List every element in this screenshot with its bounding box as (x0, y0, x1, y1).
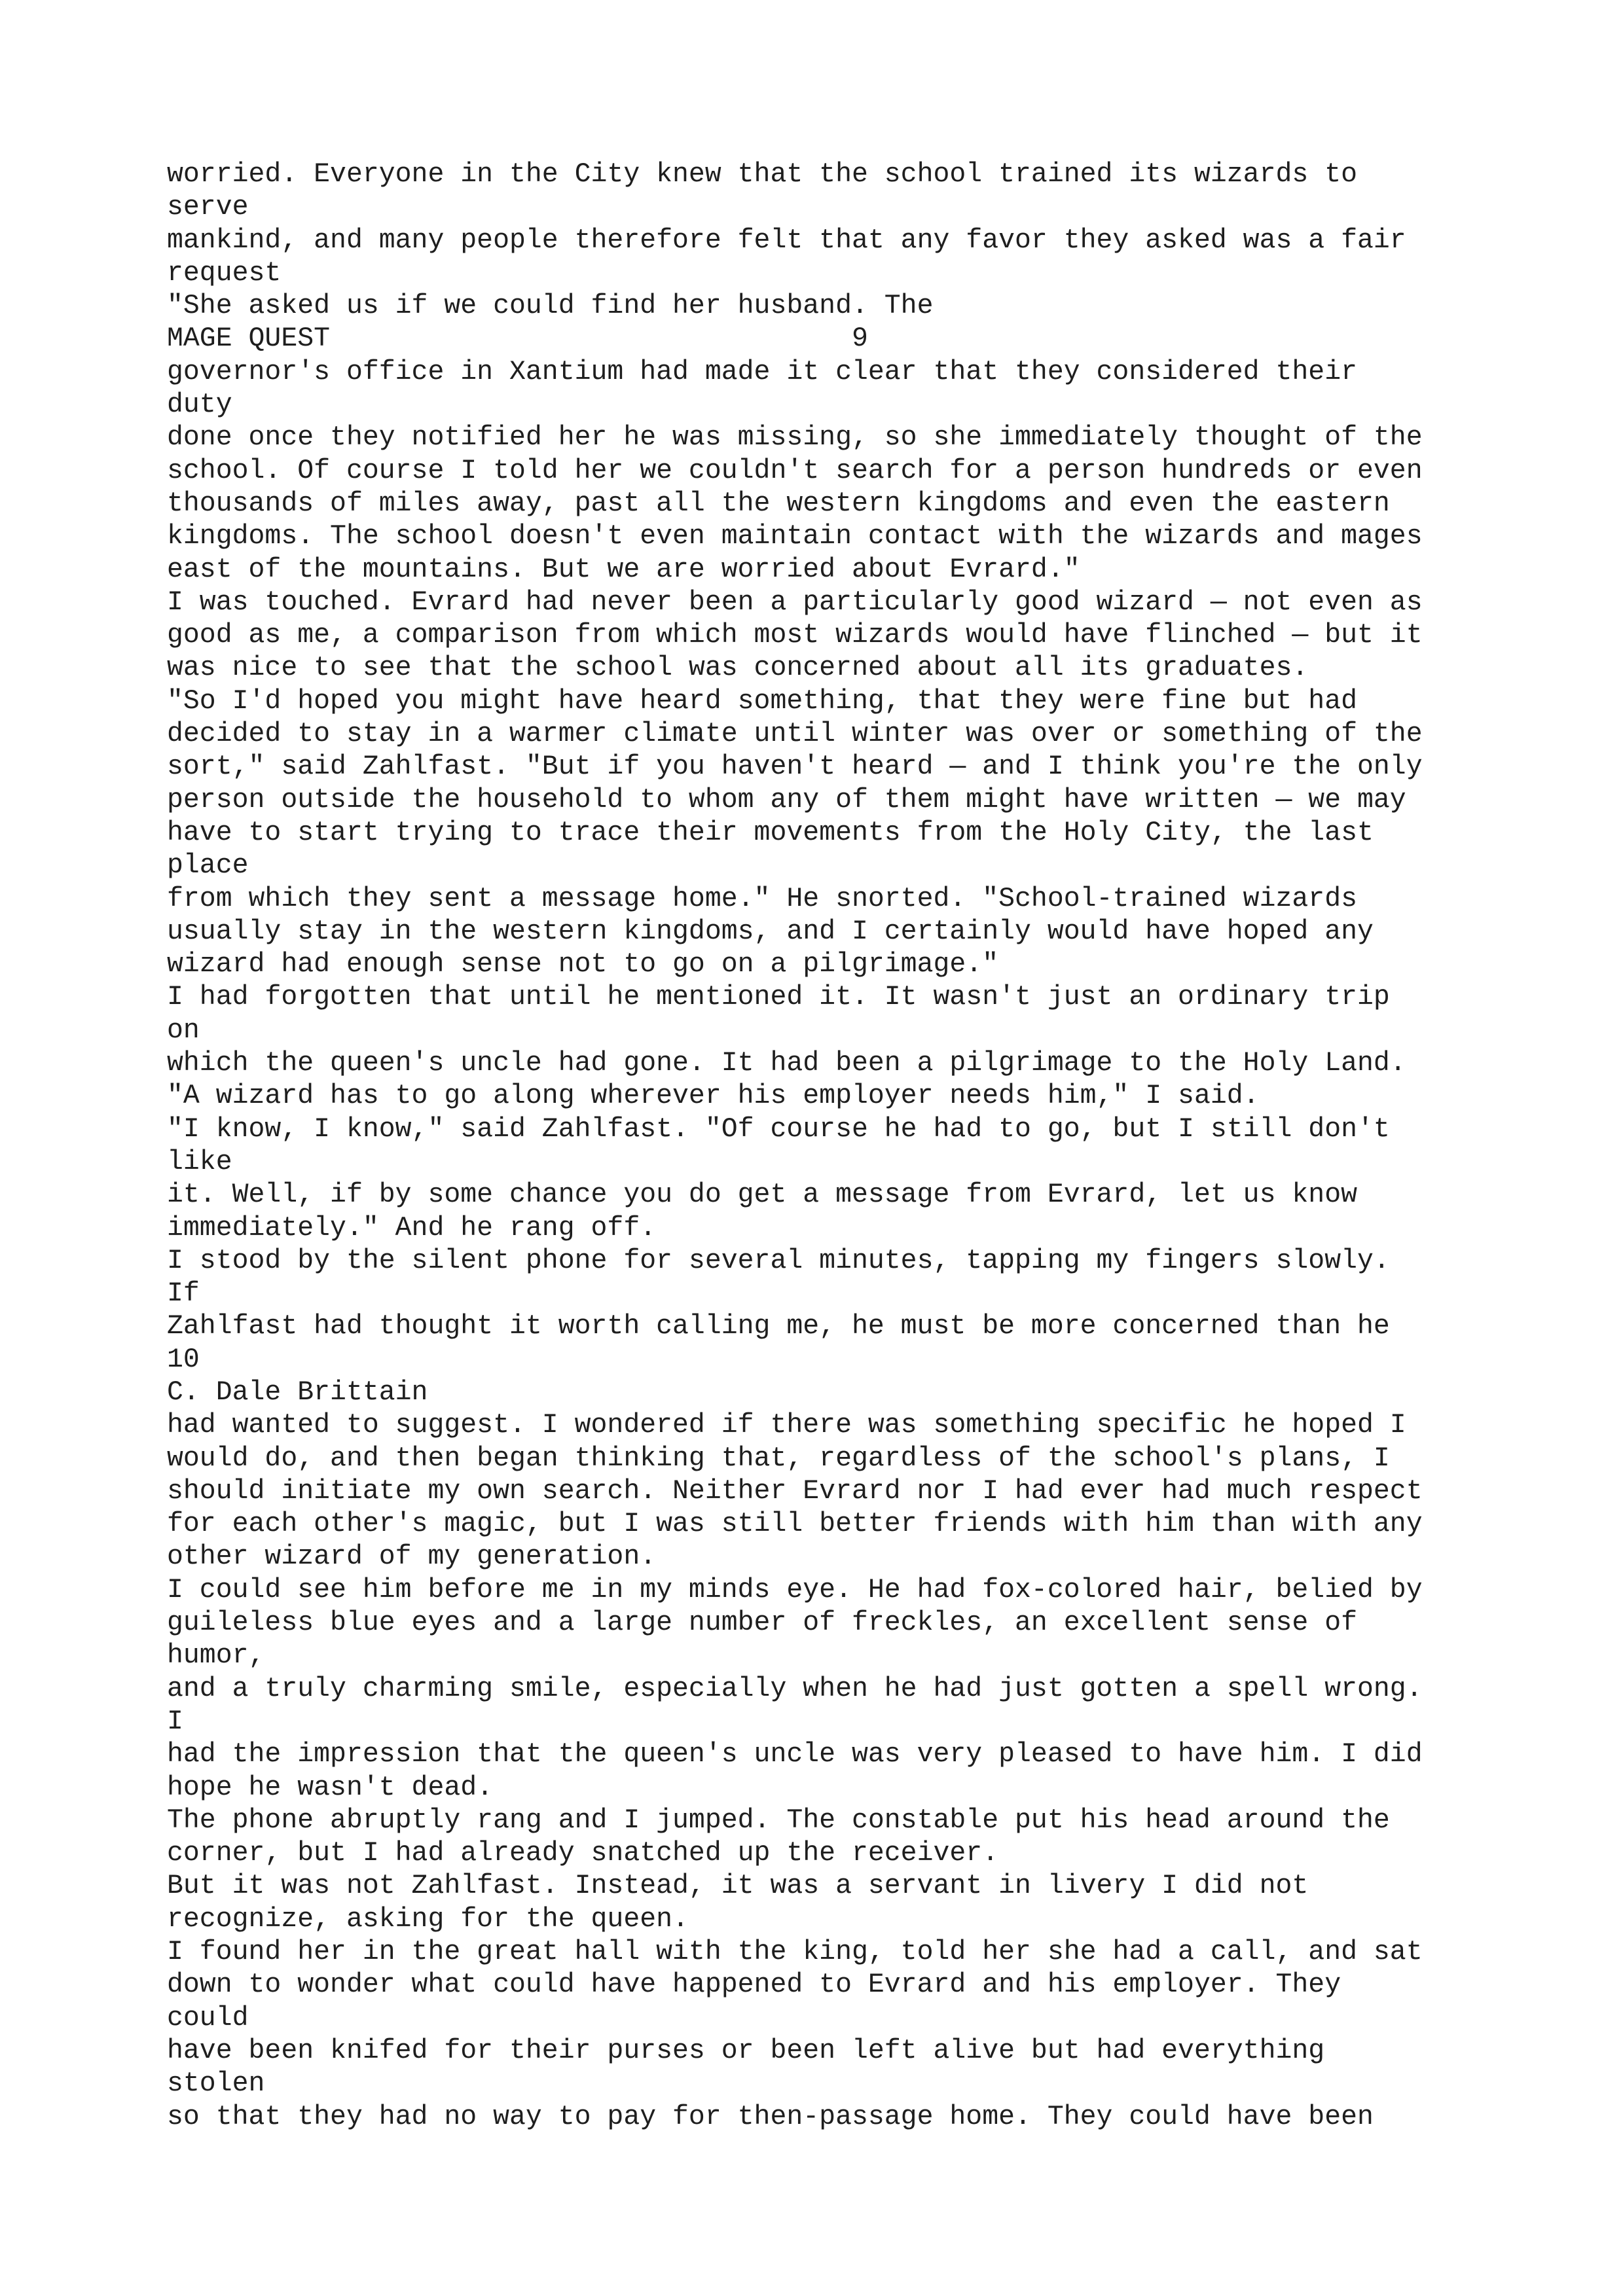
text-line: governor's office in Xantium had made it clear that they considered their (167, 356, 1357, 387)
text-line: worried. Everyone in the City knew that the school trained its wizards to (167, 159, 1357, 190)
text-line: serve (167, 192, 249, 223)
text-line: usually stay in the western kingdoms, and I certainly would have hoped any (167, 916, 1374, 947)
text-line: could (167, 2002, 249, 2034)
text-line: from which they sent a message home." He snorted. "School-trained wizards (167, 883, 1357, 914)
text-line: it. Well, if by some chance you do get a message from Evrard, let us know (167, 1179, 1357, 1211)
text-line: mankind, and many people therefore felt that any favor they asked was a fair (167, 224, 1406, 256)
text-line: thousands of miles away, past all the western kingdoms and even the eastern (167, 488, 1390, 519)
text-line: good as me, a comparison from which most wizards would have flinched — but it (167, 620, 1423, 651)
body-text (167, 158, 1476, 2134)
text-line: school. Of course I told her we couldn't search for a person hundreds or even (167, 455, 1423, 486)
text-line: have to start trying to trace their movements from the Holy City, the last (167, 817, 1374, 848)
text-line: which the queen's uncle had gone. It had been a pilgrimage to the Holy Land. (167, 1048, 1406, 1079)
text-line: C. Dale Brittain (167, 1376, 428, 1408)
text-line: east of the mountains. But we are worried about Evrard." (167, 554, 1080, 585)
text-line: corner, but I had already snatched up the receiver. (167, 1838, 999, 1869)
text-line: should initiate my own search. Neither Evrard nor I had ever had much respect (167, 1475, 1423, 1507)
text-line: kingdoms. The school doesn't even maintain contact with the wizards and mages (167, 521, 1423, 552)
text-line: I had forgotten that until he mentioned it. It wasn't just an ordinary trip (167, 982, 1390, 1013)
text-line: down to wonder what could have happened to Evrard and his employer. They (167, 1969, 1341, 2001)
text-line: "I know, I know," said Zahlfast. "Of course he had to go, but I still don't (167, 1113, 1390, 1145)
text-line: I was touched. Evrard had never been a particularly good wizard — not even as (167, 586, 1423, 618)
text-line: I found her in the great hall with the king, told her she had a call, and sat (167, 1937, 1423, 1968)
text-line: "She asked us if we could find her husband. The (167, 291, 934, 322)
text-line: and a truly charming smile, especially when he had just gotten a spell wrong. (167, 1673, 1423, 1704)
text-line: Zahlfast had thought it worth calling me, he must be more concerned than he (167, 1311, 1390, 1342)
text-line: like (167, 1146, 232, 1177)
text-line: hope he wasn't dead. (167, 1772, 494, 1803)
text-line: guileless blue eyes and a large number of freckles, an excellent sense of (167, 1607, 1357, 1639)
text-line: 10 (167, 1344, 200, 1375)
text-line: place (167, 850, 249, 882)
text-line: had wanted to suggest. I wondered if there was something specific he hoped I (167, 1410, 1406, 1441)
text-line: on (167, 1014, 200, 1046)
text-line: immediately." And he rang off. (167, 1212, 657, 1244)
text-line: decided to stay in a warmer climate until winter was over or something of the (167, 719, 1423, 750)
text-line: MAGE QUEST 9 (167, 323, 868, 355)
text-line: "A wizard has to go along wherever his employer needs him," I said. (167, 1081, 1260, 1112)
text-line: I (167, 1706, 183, 1737)
text-line: person outside the household to whom any of them might have written — we may (167, 784, 1406, 816)
text-line: would do, and then began thinking that, regardless of the school's plans, I (167, 1443, 1390, 1474)
text-line: I stood by the silent phone for several minutes, tapping my fingers slowly. (167, 1245, 1390, 1276)
text-line: done once they notified her he was missing, so she immediately thought of the (167, 422, 1423, 454)
text-line: for each other's magic, but I was still better friends with him than with any (167, 1509, 1423, 1540)
text-line: sort," said Zahlfast. "But if you haven't heard — and I think you're the only (167, 751, 1423, 783)
text-line: stolen (167, 2068, 265, 2100)
text-line: recognize, asking for the queen. (167, 1903, 689, 1935)
text-line: so that they had no way to pay for then-passage home. They could have been (167, 2101, 1374, 2132)
text-line: humor, (167, 1640, 265, 1672)
text-line: was nice to see that the school was concerned about all its graduates. (167, 653, 1309, 684)
text-line: duty (167, 389, 232, 421)
text-line: have been knifed for their purses or been left alive but had everything (167, 2035, 1325, 2066)
text-line: But it was not Zahlfast. Instead, it was a servant in livery I did not (167, 1871, 1309, 1902)
text-line: If (167, 1278, 200, 1310)
text-line: The phone abruptly rang and I jumped. The constable put his head around the (167, 1804, 1390, 1836)
text-line: "So I'd hoped you might have heard something, that they were fine but had (167, 685, 1357, 717)
text-line: request (167, 257, 282, 289)
text-line: I could see him before me in my minds eye. He had fox-colored hair, belied by (167, 1574, 1423, 1605)
text-line: other wizard of my generation. (167, 1541, 657, 1573)
text-line: had the impression that the queen's uncle was very pleased to have him. I did (167, 1739, 1423, 1770)
text-line: wizard had enough sense not to go on a pilgrimage." (167, 949, 999, 980)
